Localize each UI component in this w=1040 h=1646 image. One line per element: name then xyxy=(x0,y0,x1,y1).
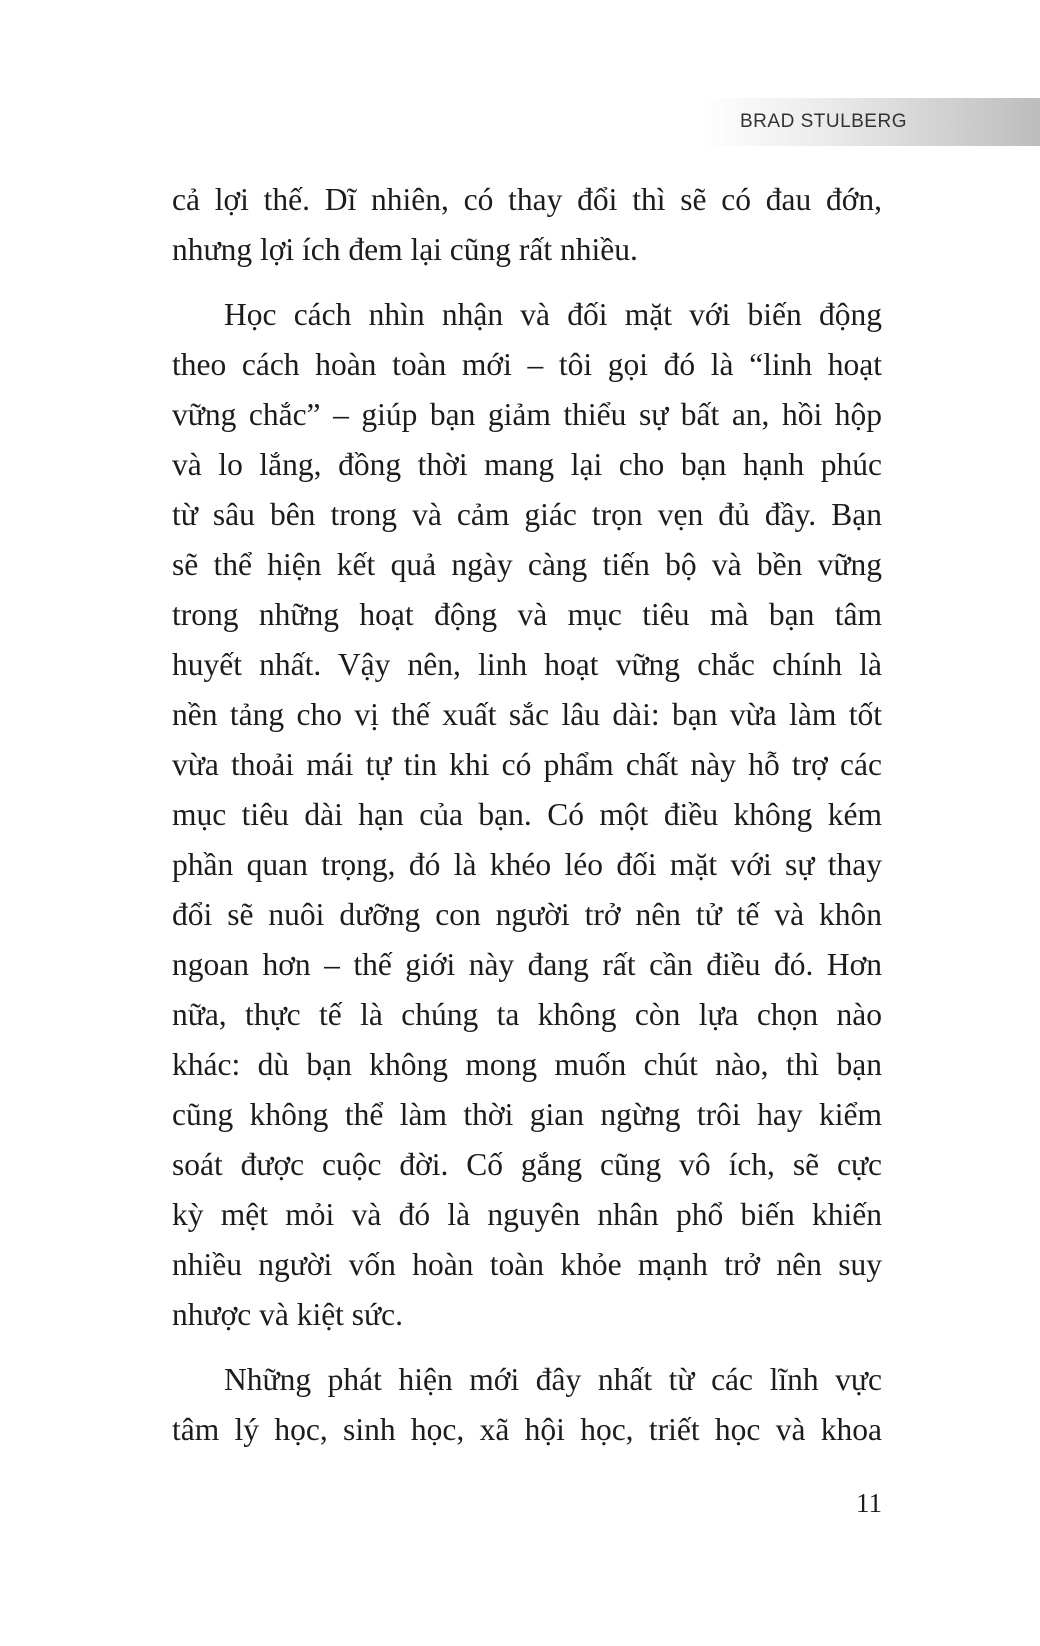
text-line: theo cách hoàn toàn mới – tôi gọi đó là “linh hoạt xyxy=(172,347,882,382)
text-line: trong những hoạt động và mục tiêu mà bạn tâm xyxy=(172,597,882,632)
text-line: ngoan hơn – thế giới này đang rất cần điều đó. Hơn xyxy=(172,947,882,982)
text-line: soát được cuộc đời. Cố gắng cũng vô ích, sẽ cực xyxy=(172,1147,882,1182)
paragraph xyxy=(172,1355,882,1455)
body-text xyxy=(172,175,882,1455)
text-line: Những phát hiện mới đây nhất từ các lĩnh vực xyxy=(224,1362,882,1397)
text-line: sẽ thể hiện kết quả ngày càng tiến bộ và bền vững xyxy=(172,547,882,582)
page-number: 11 xyxy=(856,1488,882,1518)
text-line: nhưng lợi ích đem lại cũng rất nhiều. xyxy=(172,232,638,267)
paragraph xyxy=(172,175,882,275)
paragraph xyxy=(172,290,882,1340)
text-line: nữa, thực tế là chúng ta không còn lựa chọn nào xyxy=(172,997,882,1032)
text-line: vững chắc” – giúp bạn giảm thiểu sự bất an, hồi hộp xyxy=(172,397,882,432)
text-line: cũng không thể làm thời gian ngừng trôi hay kiểm xyxy=(172,1097,882,1132)
running-head xyxy=(700,98,1040,146)
text-line: khác: dù bạn không mong muốn chút nào, thì bạn xyxy=(172,1047,882,1082)
text-line: phần quan trọng, đó là khéo léo đối mặt với sự thay xyxy=(172,847,882,882)
text-line: từ sâu bên trong và cảm giác trọn vẹn đủ đầy. Bạn xyxy=(172,497,882,532)
text-line: nhược và kiệt sức. xyxy=(172,1297,403,1332)
text-line: vừa thoải mái tự tin khi có phẩm chất này hỗ trợ các xyxy=(172,747,882,782)
text-line: đổi sẽ nuôi dưỡng con người trở nên tử tế và khôn xyxy=(172,897,882,932)
author-name: BRAD STULBERG xyxy=(740,111,907,132)
text-line: nền tảng cho vị thế xuất sắc lâu dài: bạn vừa làm tốt xyxy=(172,697,882,732)
text-line: cả lợi thế. Dĩ nhiên, có thay đổi thì sẽ có đau đớn, xyxy=(172,182,882,217)
text-line: nhiều người vốn hoàn toàn khỏe mạnh trở nên suy xyxy=(172,1247,882,1282)
text-line: mục tiêu dài hạn của bạn. Có một điều không kém xyxy=(172,797,882,832)
text-line: kỳ mệt mỏi và đó là nguyên nhân phổ biến khiến xyxy=(172,1197,882,1232)
text-line: và lo lắng, đồng thời mang lại cho bạn hạnh phúc xyxy=(172,447,882,482)
text-line: Học cách nhìn nhận và đối mặt với biến động xyxy=(224,297,882,332)
text-line: tâm lý học, sinh học, xã hội học, triết học và khoa xyxy=(172,1412,882,1447)
text-line: huyết nhất. Vậy nên, linh hoạt vững chắc chính là xyxy=(172,647,882,682)
